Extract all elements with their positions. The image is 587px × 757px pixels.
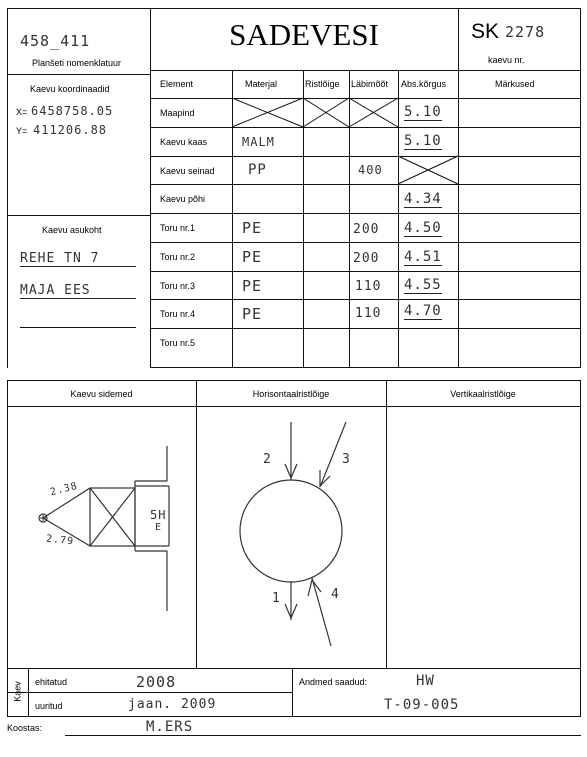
diameter-cell: 200	[353, 251, 380, 266]
diameter-cell: 110	[355, 279, 382, 294]
tie-distance-2: 2.79	[45, 533, 75, 548]
col-header-material: Materjal	[245, 79, 278, 89]
table-row: Kaevu kaas	[160, 137, 208, 147]
elevation-cell: 4.70	[404, 303, 442, 319]
location-line-2: MAJA EES	[20, 283, 136, 299]
diameter-cell: 200	[353, 222, 380, 237]
elevation-cell: 4.51	[404, 249, 442, 265]
col-header-elevation: Abs.kõrgus	[401, 79, 447, 89]
coordinates-label: Kaevu koordinaadid	[30, 84, 110, 94]
well-side-label: Kaev	[12, 681, 23, 702]
data-source-value-2: T-09-005	[384, 697, 460, 713]
data-source-value-1: HW	[416, 673, 435, 689]
compiled-by-label: Koostas:	[7, 723, 43, 733]
pipe-label-3: 3	[342, 452, 351, 467]
table-row: Kaevu põhi	[160, 194, 206, 204]
y-prefix: Y=	[16, 126, 28, 136]
horizontal-section-sketch	[196, 406, 386, 668]
built-value: 2008	[136, 673, 177, 691]
x-coordinate-value: 6458758.05	[31, 104, 114, 118]
table-row: Toru nr.2	[160, 252, 196, 262]
surveyed-label: uuritud	[35, 701, 63, 711]
sketch-header-vertical: Vertikaalristlõige	[450, 389, 516, 399]
col-header-notes: Märkused	[495, 79, 535, 89]
location-line-1: REHE TN 7	[20, 251, 136, 267]
table-row: Kaevu seinad	[160, 166, 215, 176]
diameter-cell: 110	[355, 306, 382, 321]
tie-distance-1: 2.38	[49, 480, 80, 499]
sketch-header-ties: Kaevu sidemed	[70, 389, 133, 399]
elevation-cell: 5.10	[404, 133, 442, 149]
col-header-diameter: Läbimõõt	[351, 79, 389, 89]
surveyed-value: jaan. 2009	[128, 697, 217, 712]
well-number-value: 2278	[505, 23, 546, 41]
location-label: Kaevu asukoht	[42, 225, 102, 235]
nomenclature-value: 458_411	[20, 32, 91, 50]
elevation-cell: 4.34	[404, 191, 442, 207]
material-cell: PE	[242, 248, 263, 266]
pipe-label-2: 2	[263, 452, 272, 467]
well-number-label: kaevu nr.	[488, 55, 525, 65]
built-label: ehitatud	[35, 677, 68, 687]
material-cell: PE	[242, 219, 263, 237]
well-prefix: SK	[471, 20, 500, 43]
pipe-label-1: 1	[272, 591, 281, 606]
building-label-1: 5H	[150, 508, 167, 522]
page-title: SADEVESI	[229, 17, 379, 52]
table-row: Toru nr.4	[160, 309, 196, 319]
elevation-cell: 4.50	[404, 220, 442, 236]
well-ties-sketch	[7, 406, 196, 668]
material-cell: PP	[248, 162, 267, 178]
y-coordinate-value: 411206.88	[33, 123, 108, 137]
x-prefix: X=	[16, 107, 28, 117]
sketch-header-horizontal: Horisontaalristlõige	[252, 389, 330, 399]
compiled-by-value: M.ERS	[146, 719, 194, 735]
table-row: Toru nr.5	[160, 338, 196, 348]
table-row: Toru nr.1	[160, 223, 196, 233]
table-row: Toru nr.3	[160, 281, 196, 291]
elevation-cell: 5.10	[404, 104, 442, 120]
diameter-cell: 400	[358, 163, 383, 177]
material-cell: PE	[242, 305, 263, 323]
elevation-cell: 4.55	[404, 277, 442, 293]
building-label-2: E	[155, 522, 163, 533]
pipe-label-4: 4	[331, 587, 340, 602]
material-cell: PE	[242, 277, 263, 295]
table-row: Maapind	[160, 108, 195, 118]
material-cell: MALM	[242, 135, 275, 149]
well-marker-icon	[39, 514, 47, 522]
data-source-label: Andmed saadud:	[299, 677, 368, 687]
col-header-cross-section: Ristlõige	[305, 79, 340, 89]
col-header-element: Element	[160, 79, 194, 89]
nomenclature-label: Planšeti nomenklatuur	[32, 58, 122, 68]
